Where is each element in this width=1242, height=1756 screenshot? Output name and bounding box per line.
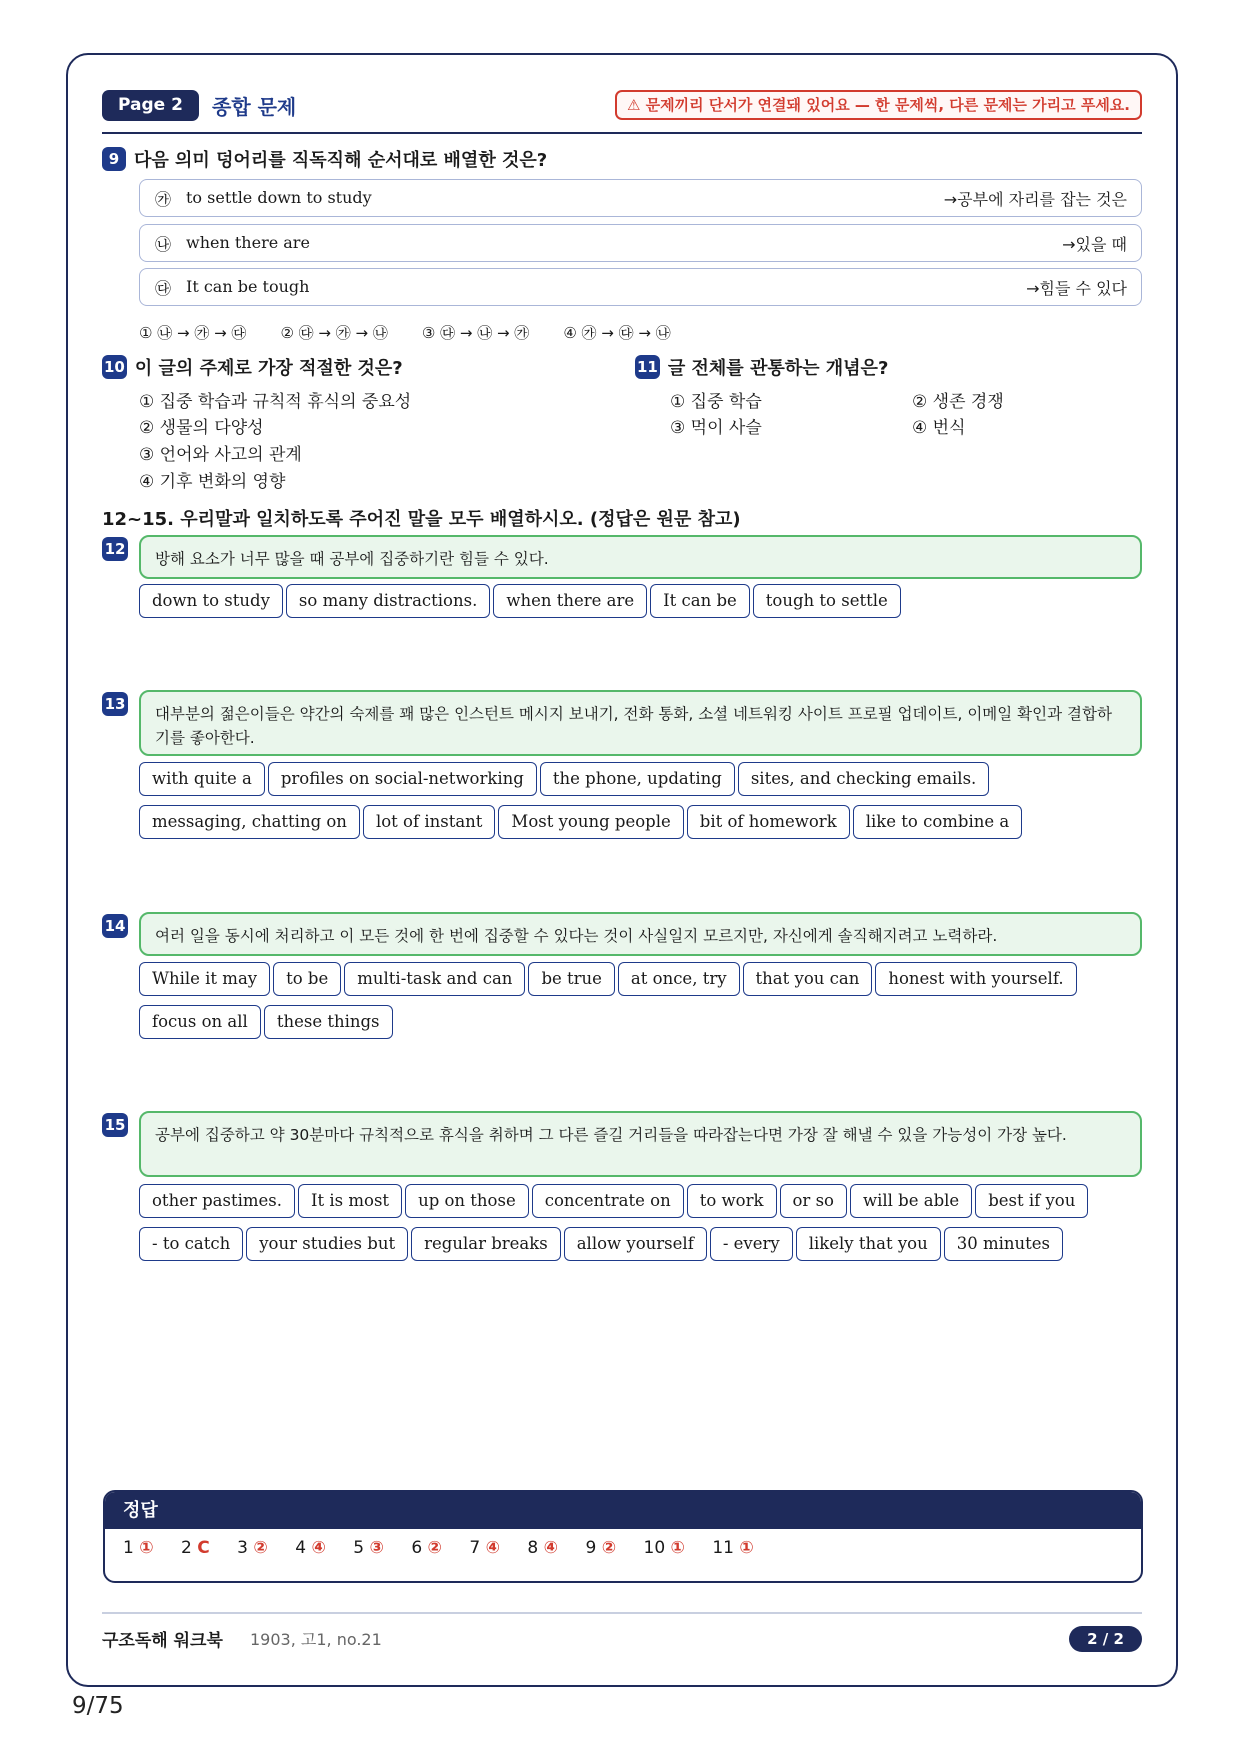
question-text: 글 전체를 관통하는 개념은? bbox=[667, 358, 889, 379]
option[interactable]: ③ 먹이 사슬 bbox=[670, 418, 762, 438]
chunk-row bbox=[139, 179, 1142, 217]
word-chip[interactable]: profiles on social-networking bbox=[268, 762, 537, 796]
word-bank-14 bbox=[139, 962, 1149, 1048]
chunk-mark: ㉯ bbox=[155, 235, 172, 254]
word-chip[interactable]: will be able bbox=[850, 1184, 972, 1218]
answer-value: ① bbox=[139, 1538, 154, 1558]
chunk-english: when there are bbox=[186, 233, 310, 252]
answer-number: 8 bbox=[527, 1538, 539, 1558]
answer-value: ② bbox=[427, 1538, 442, 1558]
option[interactable]: ④ ㉮ → ㉰ → ㉯ bbox=[563, 324, 671, 342]
word-chip[interactable]: It is most bbox=[298, 1184, 402, 1218]
option[interactable]: ① ㉯ → ㉮ → ㉰ bbox=[139, 324, 247, 342]
answer-number: 7 bbox=[469, 1538, 481, 1558]
answer-key-title: 정답 bbox=[105, 1492, 1141, 1529]
word-chip[interactable]: likely that you bbox=[796, 1227, 941, 1261]
page-header bbox=[102, 90, 1142, 134]
word-chip[interactable]: tough to settle bbox=[753, 584, 901, 618]
chunk-korean: →힘들 수 있다 bbox=[1026, 279, 1127, 298]
option[interactable]: ② 생존 경쟁 bbox=[912, 392, 1004, 412]
korean-prompt: 공부에 집중하고 약 30분마다 규칙적으로 휴식을 취하며 그 다른 즐길 거리들을 따라잡는다면 가장 잘 해낼 수 있을 가능성이 가장 높다. bbox=[139, 1111, 1142, 1177]
question-number: 13 bbox=[102, 692, 128, 716]
word-chip[interactable]: at once, try bbox=[618, 962, 740, 996]
answer-number: 5 bbox=[353, 1538, 365, 1558]
question-number: 11 bbox=[635, 355, 660, 379]
word-chip[interactable]: or so bbox=[780, 1184, 847, 1218]
page-badge: Page 2 bbox=[102, 90, 199, 121]
word-chip[interactable]: up on those bbox=[405, 1184, 529, 1218]
answer-value: ① bbox=[670, 1538, 685, 1558]
answer-item bbox=[585, 1538, 616, 1558]
chunk-mark: ㉮ bbox=[155, 190, 172, 209]
word-chip[interactable]: when there are bbox=[493, 584, 647, 618]
question-number: 12 bbox=[102, 537, 128, 561]
word-bank-15 bbox=[139, 1184, 1149, 1270]
answer-value: ② bbox=[253, 1538, 268, 1558]
answer-key bbox=[103, 1490, 1143, 1583]
word-chip[interactable]: the phone, updating bbox=[540, 762, 735, 796]
word-chip[interactable]: like to combine a bbox=[853, 805, 1023, 839]
page-footer bbox=[102, 1612, 1142, 1660]
word-chip[interactable]: It can be bbox=[650, 584, 750, 618]
chunk-row bbox=[139, 224, 1142, 262]
word-chip[interactable]: honest with yourself. bbox=[875, 962, 1076, 996]
word-chip[interactable]: your studies but bbox=[246, 1227, 408, 1261]
option[interactable]: ④ 기후 변화의 영향 bbox=[139, 472, 286, 492]
word-chip[interactable]: While it may bbox=[139, 962, 270, 996]
option[interactable]: ③ 언어와 사고의 관계 bbox=[139, 445, 302, 465]
answer-value: C bbox=[197, 1538, 210, 1558]
answer-item bbox=[712, 1538, 753, 1558]
answer-value: ④ bbox=[543, 1538, 559, 1558]
answer-value: ④ bbox=[485, 1538, 500, 1558]
option[interactable]: ② ㉰ → ㉮ → ㉯ bbox=[280, 324, 388, 342]
word-chip[interactable]: concentrate on bbox=[532, 1184, 684, 1218]
word-chip[interactable]: 30 minutes bbox=[944, 1227, 1063, 1261]
word-chip[interactable]: messaging, chatting on bbox=[139, 805, 360, 839]
word-chip[interactable]: with quite a bbox=[139, 762, 265, 796]
word-chip[interactable]: - to catch bbox=[139, 1227, 243, 1261]
q9-options bbox=[139, 322, 705, 343]
korean-prompt: 대부분의 젊은이들은 약간의 숙제를 꽤 많은 인스턴트 메시지 보내기, 전화 통화, 소셜 네트워킹 사이트 프로필 업데이트, 이메일 확인과 결합하기를 좋아한다. bbox=[139, 690, 1142, 756]
word-chip[interactable]: lot of instant bbox=[363, 805, 495, 839]
answer-item bbox=[411, 1538, 442, 1558]
answer-item bbox=[181, 1538, 210, 1558]
word-chip[interactable]: best if you bbox=[975, 1184, 1088, 1218]
answer-number: 10 bbox=[643, 1538, 666, 1558]
question-number: 14 bbox=[102, 914, 128, 938]
word-chip[interactable]: bit of homework bbox=[687, 805, 850, 839]
word-chip[interactable]: multi-task and can bbox=[344, 962, 525, 996]
word-chip[interactable]: that you can bbox=[743, 962, 873, 996]
word-chip[interactable]: so many distractions. bbox=[286, 584, 490, 618]
word-chip[interactable]: focus on all bbox=[139, 1005, 261, 1039]
answer-value: ① bbox=[739, 1538, 754, 1558]
answer-item bbox=[469, 1538, 500, 1558]
answer-item bbox=[295, 1538, 326, 1558]
answer-number: 4 bbox=[295, 1538, 307, 1558]
answer-number: 11 bbox=[712, 1538, 734, 1558]
chunk-english: to settle down to study bbox=[186, 188, 372, 207]
question-text: 다음 의미 덩어리를 직독직해 순서대로 배열한 것은? bbox=[134, 150, 548, 171]
chunk-korean: →있을 때 bbox=[1062, 235, 1127, 254]
question-text: 이 글의 주제로 가장 적절한 것은? bbox=[134, 358, 403, 379]
answer-value: ③ bbox=[369, 1538, 384, 1558]
question-9 bbox=[102, 146, 547, 172]
workbook-title: 구조독해 워크북 bbox=[102, 1631, 223, 1651]
option[interactable]: ③ ㉰ → ㉯ → ㉮ bbox=[421, 324, 530, 342]
chunk-korean: →공부에 자리를 잡는 것은 bbox=[943, 190, 1127, 209]
answer-value: ④ bbox=[311, 1538, 326, 1558]
question-number: 15 bbox=[102, 1113, 128, 1137]
word-chip[interactable]: to work bbox=[687, 1184, 777, 1218]
question-11 bbox=[635, 354, 888, 380]
word-chip[interactable]: down to study bbox=[139, 584, 283, 618]
word-bank-13 bbox=[139, 762, 1149, 848]
word-chip[interactable]: be true bbox=[528, 962, 614, 996]
korean-prompt: 방해 요소가 너무 많을 때 공부에 집중하기란 힘들 수 있다. bbox=[139, 535, 1142, 579]
page-title: 종합 문제 bbox=[212, 95, 297, 119]
word-chip[interactable]: other pastimes. bbox=[139, 1184, 295, 1218]
question-10 bbox=[102, 354, 403, 380]
word-chip[interactable]: allow yourself bbox=[564, 1227, 707, 1261]
warning-banner: ⚠ 문제끼리 단서가 연결돼 있어요 — 한 문제씩, 다른 문제는 가리고 푸세요. bbox=[615, 90, 1142, 120]
answer-item bbox=[123, 1538, 154, 1558]
answer-item bbox=[527, 1538, 558, 1558]
answer-list bbox=[105, 1529, 1141, 1558]
question-number: 10 bbox=[102, 355, 127, 379]
answer-item bbox=[644, 1538, 685, 1558]
option[interactable]: ① 집중 학습 bbox=[670, 392, 762, 412]
word-chip[interactable]: Most young people bbox=[498, 805, 683, 839]
chunk-row bbox=[139, 268, 1142, 306]
answer-item bbox=[237, 1538, 268, 1558]
answer-number: 1 bbox=[123, 1538, 134, 1558]
answer-number: 9 bbox=[585, 1538, 597, 1558]
word-chip[interactable]: regular breaks bbox=[411, 1227, 561, 1261]
answer-number: 6 bbox=[411, 1538, 423, 1558]
answer-item bbox=[353, 1538, 384, 1558]
document-page-counter: 9/75 bbox=[72, 1693, 124, 1719]
answer-value: ② bbox=[601, 1538, 617, 1558]
option[interactable]: ② 생물의 다양성 bbox=[139, 418, 264, 438]
answer-number: 3 bbox=[237, 1538, 248, 1558]
chunk-english: It can be tough bbox=[186, 277, 310, 296]
chunk-mark: ㉰ bbox=[155, 279, 172, 298]
option[interactable]: ④ 번식 bbox=[912, 418, 966, 438]
word-chip[interactable]: these things bbox=[264, 1005, 393, 1039]
word-bank-12 bbox=[139, 584, 1149, 627]
word-chip[interactable]: sites, and checking emails. bbox=[738, 762, 989, 796]
word-chip[interactable]: - every bbox=[710, 1227, 793, 1261]
answer-number: 2 bbox=[181, 1538, 192, 1558]
word-chip[interactable]: to be bbox=[273, 962, 341, 996]
page-indicator: 2 / 2 bbox=[1069, 1626, 1142, 1652]
source-label: 1903, 고1, no.21 bbox=[250, 1630, 382, 1649]
question-number: 9 bbox=[102, 147, 126, 171]
korean-prompt: 여러 일을 동시에 처리하고 이 모든 것에 한 번에 집중할 수 있다는 것이 사실일지 모르지만, 자신에게 솔직해지려고 노력하라. bbox=[139, 912, 1142, 956]
section-title: 12~15. 우리말과 일치하도록 주어진 말을 모두 배열하시오. (정답은 원문 참고) bbox=[102, 509, 741, 530]
option[interactable]: ① 집중 학습과 규칙적 휴식의 중요성 bbox=[139, 392, 412, 412]
